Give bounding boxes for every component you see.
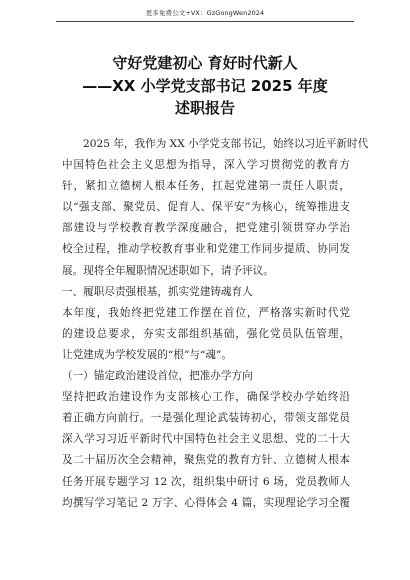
header-divider bbox=[56, 21, 354, 22]
document-title-line-2: ——XX 小学党支部书记 2025 年度 bbox=[82, 77, 328, 95]
body-line: 让党建成为学校发展的“根”与“魂”。 bbox=[62, 348, 232, 361]
body-line: 坚持把政治建设作为支部核心工作，确保学校办学始终沿 bbox=[62, 391, 350, 404]
subsection-heading: （一）锚定政治建设首位，把准办学方向 bbox=[62, 370, 253, 383]
document-body bbox=[62, 134, 369, 514]
header-note: 更多免费公文+VX：GzGongWen2024 bbox=[145, 9, 265, 17]
body-line: 校全过程，推动学校教育事业和党建工作同步提质、协同发 bbox=[62, 243, 350, 256]
body-line: 以“强支部、聚党员、促育人、保平安”为核心，统筹推进支 bbox=[62, 201, 350, 214]
body-line: 及二十届历次全会精神，聚焦党的教育方针、立德树人根本 bbox=[62, 454, 350, 467]
body-line: 部建设与学校教育教学深度融合，把党建引领贯穿办学治 bbox=[62, 222, 350, 235]
section-heading: 一、履职尽责强根基，抓实党建铸魂育人 bbox=[62, 285, 253, 298]
body-line: 中国特色社会主义思想为指导，深入学习贯彻党的教育方 bbox=[62, 159, 350, 172]
body-line: 深入学习习近平新时代中国特色社会主义思想、党的二十大 bbox=[62, 433, 350, 446]
body-line: 本年度，我始终把党建工作摆在首位，严格落实新时代党 bbox=[62, 306, 350, 319]
document-title-line-1: 守好党建初心 育好时代新人 bbox=[112, 54, 298, 72]
body-line: 2025 年，我作为 XX 小学党支部书记，始终以习近平新时代 bbox=[83, 138, 369, 150]
body-line: 任务开展专题学习 12 次，组织集中研讨 6 场，党员教师人 bbox=[62, 475, 350, 488]
document-title-line-3: 述职报告 bbox=[174, 99, 235, 117]
body-line: 均撰写学习笔记 2 万字、心得体会 4 篇，实现理论学习全覆 bbox=[62, 496, 350, 509]
body-line: 展。现将全年履职情况述职如下，请予评议。 bbox=[62, 264, 274, 277]
body-line: 着正确方向前行。一是强化理论武装铸初心，带领支部党员 bbox=[62, 412, 350, 425]
body-line: 针，紧扣立德树人根本任务，扛起党建第一责任人职责， bbox=[62, 180, 350, 193]
body-line: 的建设总要求，夯实支部组织基础，强化党员队伍管理， bbox=[62, 327, 350, 340]
